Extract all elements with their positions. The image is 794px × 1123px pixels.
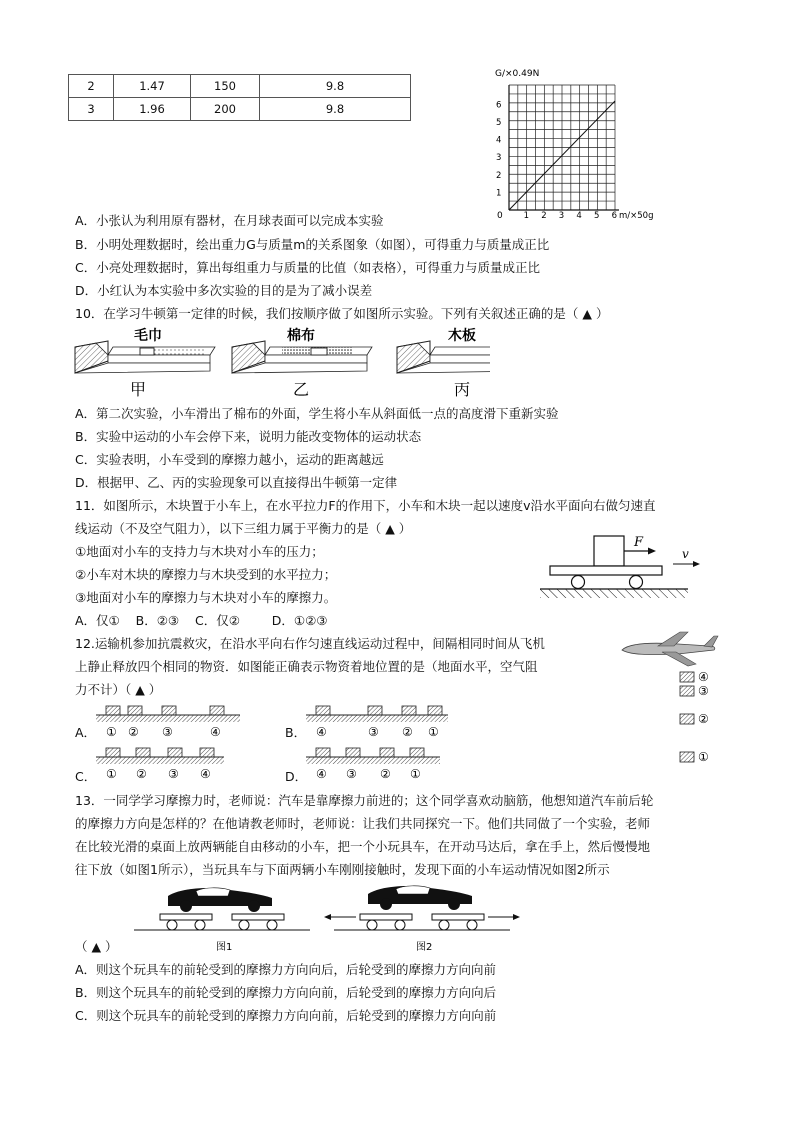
q11-item-3: ③地面对小车的摩擦力与木块对小车的摩擦力。 — [75, 590, 337, 605]
ramp-setup-cotton — [232, 327, 372, 399]
g-m-graph — [485, 60, 665, 222]
q13-answer-blank: （ ▲ ） — [75, 939, 118, 954]
dropped-supplies-column — [680, 670, 709, 764]
surface-label-cotton: 棉布 — [287, 328, 315, 344]
q13-stem-line2: 的摩擦力方向是怎样的？在他请教老师时，老师说：让我们共同探究一下。他们共同做了一个实验，老师 — [75, 816, 651, 831]
supply-number: ③ — [162, 725, 173, 739]
q12-option-a-figure — [96, 702, 266, 742]
x-tick-label: 4 — [576, 211, 582, 221]
q13-option-a: A．则这个玩具车的前轮受到的摩擦力方向向后，后轮受到的摩擦力方向向前 — [75, 962, 497, 977]
q9-option-d: D．小红认为本实验中多次实验的目的是为了减小误差 — [75, 283, 373, 298]
force-label: F — [634, 535, 644, 550]
origin-label: 0 — [497, 211, 503, 221]
supply-number: ① — [428, 725, 439, 739]
surface-label-board: 木板 — [448, 328, 476, 344]
table-cell: 150 — [191, 75, 260, 98]
x-tick-label: 3 — [558, 211, 565, 221]
cart-body — [550, 566, 662, 575]
cart-wheel — [572, 576, 585, 589]
supply-number: ④ — [200, 767, 211, 781]
cart-wheel — [630, 576, 643, 589]
supply-number: ② — [380, 767, 391, 781]
supply-number: ③ — [168, 767, 179, 781]
table-cell: 1.96 — [114, 98, 191, 121]
figure-1 — [134, 888, 310, 953]
graph-grid — [509, 85, 615, 210]
q12-option-c-label: C． — [75, 769, 97, 784]
supply-number: ④ — [210, 725, 221, 739]
y-tick-labels — [496, 100, 501, 198]
q11-stem-line1: 11．如图所示，木块置于小车上，在水平拉力F的作用下，小车和木块一起以速度v沿水平面向右做匀速直 — [75, 498, 656, 513]
setup-label-yi: 乙 — [293, 380, 310, 399]
x-tick-labels — [524, 211, 617, 221]
q9-option-b: B．小明处理数据时，绘出重力G与质量m的关系图象（如图），可得重力与质量成正比 — [75, 237, 550, 252]
setup-label-jia: 甲 — [130, 380, 147, 399]
q10-option-d: D．根据甲、乙、丙的实验现象可以直接得出牛顿第一定律 — [75, 475, 398, 490]
x-tick-label: 5 — [594, 211, 600, 221]
q12-option-d-figure — [306, 744, 476, 784]
q10-option-a: A．第二次实验，小车滑出了棉布的外面，学生将小车从斜面低一点的高度滑下重新实验 — [75, 406, 559, 421]
q11-item-2: ②小车对木块的摩擦力与木块受到的水平拉力； — [75, 567, 337, 582]
surface-label-towel: 毛巾 — [134, 328, 162, 344]
q11-cart-figure — [538, 528, 718, 608]
q12-stem-line3: 力不计）（ ▲ ） — [75, 682, 162, 697]
supply-number: ① — [106, 767, 117, 781]
q11-item-1: ①地面对小车的支持力与木块对小车的压力； — [75, 544, 324, 559]
supply-number: ③ — [368, 725, 379, 739]
q12-plane-figure — [618, 628, 728, 768]
table-cell: 9.8 — [260, 98, 411, 121]
q12-option-c-figure — [96, 744, 266, 784]
figure-1-caption: 图1 — [216, 942, 233, 953]
q12-option-d-label: D． — [285, 769, 308, 784]
x-tick-label: 6 — [611, 211, 618, 221]
supply-number: ④ — [316, 767, 327, 781]
q12-option-a-label: A． — [75, 725, 97, 740]
supply-number: ① — [410, 767, 421, 781]
table-row — [69, 98, 411, 121]
y-tick-label: 6 — [496, 100, 502, 111]
q10-option-c: C．实验表明，小车受到的摩擦力越小，运动的距离越远 — [75, 452, 384, 467]
supply-label: ② — [698, 712, 709, 726]
velocity-label: v — [682, 547, 689, 561]
q10-option-b: B．实验中运动的小车会停下来，说明力能改变物体的运动状态 — [75, 429, 422, 444]
q13-option-c: C．则这个玩具车的前轮受到的摩擦力方向向前，后轮受到的摩擦力方向向前 — [75, 1008, 497, 1023]
supply-number: ② — [128, 725, 139, 739]
table-row — [69, 75, 411, 98]
ground-hatch — [540, 589, 688, 598]
y-tick-label: 4 — [496, 135, 502, 146]
wood-block — [594, 536, 624, 566]
y-tick-label: 1 — [496, 188, 502, 199]
q12-stem-line2: 上静止释放四个相同的物资．如图能正确表示物资着地位置的是（地面水平，空气阻 — [75, 659, 538, 674]
q12-option-b-figure — [306, 702, 476, 742]
q11-stem-line2: 线运动（不及空气阻力），以下三组力属于平衡力的是（ ▲ ） — [75, 521, 412, 536]
figure-2 — [324, 886, 520, 953]
table-cell: 1.47 — [114, 75, 191, 98]
y-tick-label: 5 — [496, 118, 502, 128]
x-tick-label: 1 — [523, 211, 530, 221]
q13-stem-line4: 往下放（如图1所示），当玩具车与下面两辆小车刚刚接触时，发现下面的小车运动情况如图2所示 — [75, 862, 610, 877]
supply-number: ④ — [316, 725, 327, 739]
supply-label: ④ — [698, 670, 709, 684]
table-cell: 2 — [69, 75, 114, 98]
ramp-setup-towel — [75, 327, 215, 399]
q9-option-c: C．小亮处理数据时，算出每组重力与质量的比值（如表格），可得重力与质量成正比 — [75, 260, 540, 275]
y-tick-label: 3 — [496, 153, 502, 164]
q12-option-b-label: B． — [285, 725, 307, 740]
supply-label: ① — [698, 750, 709, 764]
table-cell: 9.8 — [260, 75, 411, 98]
supply-number: ② — [402, 725, 413, 739]
supply-label: ③ — [698, 684, 709, 698]
table-cell: 3 — [69, 98, 114, 121]
supply-number: ② — [136, 767, 147, 781]
q11-options: A．仅① B．②③ C．仅② D．①②③ — [75, 613, 328, 628]
q10-figure — [70, 325, 490, 403]
q12-stem-line1: 12.运输机参加抗震救灾，在沿水平向右作匀速直线运动过程中，间隔相同时间从飞机 — [75, 636, 545, 651]
x-axis-label: m/×50g — [619, 211, 654, 221]
q13-stem-line1: 13．一同学学习摩擦力时，老师说：汽车是靠摩擦力前进的；这个同学喜欢动脑筋，他想知道汽车前后轮 — [75, 793, 654, 808]
y-tick-label: 2 — [496, 170, 502, 181]
data-table — [68, 74, 411, 121]
supply-number: ③ — [346, 767, 357, 781]
q13-figure — [120, 878, 540, 954]
q9-option-a: A．小张认为利用原有器材，在月球表面可以完成本实验 — [75, 213, 384, 228]
q13-option-b: B．则这个玩具车的前轮受到的摩擦力方向向前，后轮受到的摩擦力方向向后 — [75, 985, 497, 1000]
q13-stem-line3: 在比较光滑的桌面上放两辆能自由移动的小车，把一个小玩具车，在开动马达后，拿在手上，然后慢慢地 — [75, 839, 651, 854]
x-tick-label: 2 — [541, 211, 547, 221]
q10-stem: 10．在学习牛顿第一定律的时候，我们按顺序做了如图所示实验。下列有关叙述正确的是（ ▲ ） — [75, 306, 609, 321]
setup-label-bing: 丙 — [454, 380, 471, 399]
airplane-icon — [622, 632, 718, 666]
figure-2-caption: 图2 — [416, 942, 433, 953]
ramp-setup-board — [397, 327, 490, 399]
supply-number: ① — [106, 725, 117, 739]
table-cell: 200 — [191, 98, 260, 121]
y-axis-label: G/×0.49N — [495, 69, 540, 79]
